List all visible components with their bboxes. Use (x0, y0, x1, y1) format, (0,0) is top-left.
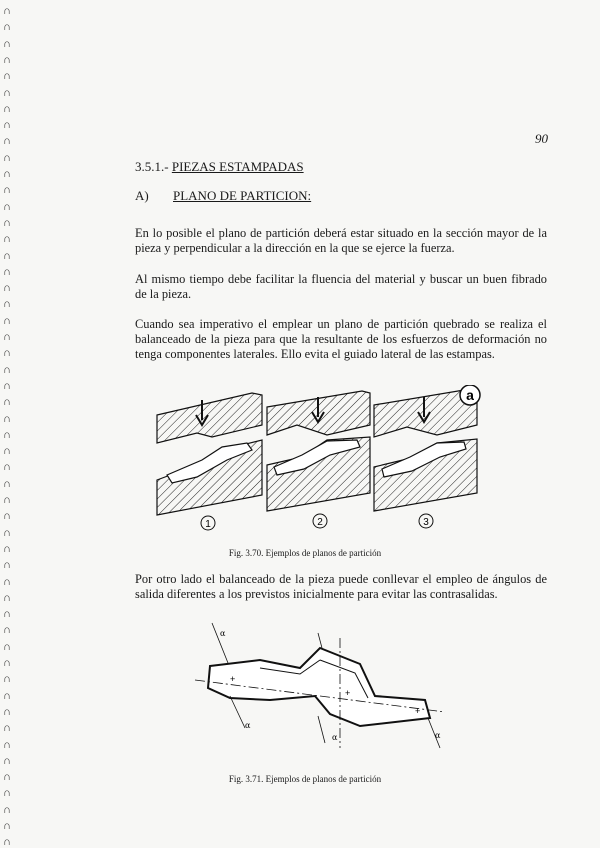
binding-hole-icon: ∩ (3, 526, 11, 539)
binding-hole-icon: ∩ (3, 102, 11, 115)
binding-hole-icon: ∩ (3, 5, 11, 17)
section-title: PIEZAS ESTAMPADAS (171, 159, 304, 174)
binding-hole-icon: ∩ (3, 200, 11, 213)
binding-hole-icon: ∩ (3, 591, 11, 604)
binding-hole-icon: ∩ (3, 738, 11, 751)
paragraph-4: Por otro lado el balanceado de la pieza puede conllevar el empleo de ángulos de salida diferentes a los previstos inicialmente para evitar las contrasalidas. (135, 572, 547, 601)
binding-hole-icon: ∩ (3, 705, 11, 718)
binding-hole-icon: ∩ (3, 53, 11, 66)
binding-hole-icon: ∩ (3, 282, 11, 295)
binding-hole-icon: ∩ (3, 379, 11, 392)
binding-hole-icon: ∩ (3, 820, 11, 832)
figure-badge: a (466, 387, 474, 403)
binding-hole-icon: ∩ (3, 37, 11, 50)
figure-label-3: 3 (423, 517, 429, 528)
section-number: 3.5.1.- (135, 159, 169, 174)
section-heading (135, 159, 304, 175)
binding-hole-icon: ∩ (3, 640, 11, 653)
binding-hole-icon: ∩ (3, 657, 11, 669)
svg-text:+: + (345, 688, 351, 698)
angle-label: α (332, 733, 338, 742)
binding-hole-icon: ∩ (3, 803, 11, 816)
binding-hole-icon: ∩ (3, 836, 11, 848)
binding-hole-icon: ∩ (3, 510, 11, 523)
binding-hole-icon: ∩ (3, 754, 11, 767)
binding-hole-icon: ∩ (3, 119, 11, 132)
binding-hole-icon: ∩ (3, 771, 11, 784)
binding-hole-icon: ∩ (3, 722, 11, 735)
binding-hole-icon: ∩ (3, 135, 11, 148)
binding-hole-icon: ∩ (3, 575, 11, 588)
binding-hole-icon: ∩ (3, 184, 11, 197)
figure1-caption: Fig. 3.70. Ejemplos de planos de partición (228, 548, 382, 558)
figure-label-1: 1 (205, 519, 211, 530)
svg-text:+: + (230, 674, 236, 684)
angle-label: α (435, 731, 441, 740)
page-number: 90 (535, 131, 548, 146)
paragraph-3: Cuando sea imperativo el emplear un plano de partición quebrado se realiza el balanceado de la pieza para que la resultante de los esfuerzos de deformación no tenga componentes laterales. Ello evita el guiado lateral de las estampas. (135, 317, 547, 361)
binding-hole-icon: ∩ (3, 608, 11, 621)
binding-hole-icon: ∩ (3, 494, 11, 506)
binding-hole-icon: ∩ (3, 216, 11, 229)
binding-holes (0, 0, 16, 848)
binding-hole-icon: ∩ (3, 70, 11, 83)
paragraph-1: En lo posible el plano de partición deberá estar situado en la sección mayor de la pieza y perpendicular a la dirección en la que se ejerce la fuerza. (135, 226, 547, 255)
angle-label: α (220, 629, 226, 638)
binding-hole-icon: ∩ (3, 331, 11, 343)
binding-hole-icon: ∩ (3, 396, 11, 409)
angle-label: α (245, 721, 251, 730)
binding-hole-icon: ∩ (3, 363, 11, 376)
binding-hole-icon: ∩ (3, 265, 11, 278)
binding-hole-icon: ∩ (3, 624, 11, 637)
paragraph-2: Al mismo tiempo debe facilitar la fluencia del material y buscar un buen fibrado de la pieza. (135, 272, 547, 301)
binding-hole-icon: ∩ (3, 151, 11, 164)
subsection-letter: A) (135, 188, 149, 203)
binding-hole-icon: ∩ (3, 412, 11, 425)
die-set-2 (267, 391, 370, 528)
binding-hole-icon: ∩ (3, 445, 11, 458)
binding-hole-icon: ∩ (3, 542, 11, 555)
binding-hole-icon: ∩ (3, 298, 11, 311)
binding-hole-icon: ∩ (3, 347, 11, 360)
subsection-title: PLANO DE PARTICION: (173, 188, 312, 203)
figure-balanced-part (190, 618, 450, 758)
binding-hole-icon: ∩ (3, 249, 11, 262)
binding-hole-icon: ∩ (3, 689, 11, 702)
binding-hole-icon: ∩ (3, 21, 11, 34)
die-set-1 (157, 393, 262, 530)
figure2-caption: Fig. 3.71. Ejemplos de planos de partición (228, 774, 382, 784)
binding-hole-icon: ∩ (3, 559, 11, 572)
figure-parting-planes (152, 385, 488, 537)
binding-hole-icon: ∩ (3, 428, 11, 441)
binding-hole-icon: ∩ (3, 168, 11, 180)
binding-hole-icon: ∩ (3, 673, 11, 686)
die-set-3 (374, 385, 480, 528)
binding-hole-icon: ∩ (3, 461, 11, 474)
binding-hole-icon: ∩ (3, 787, 11, 800)
binding-hole-icon: ∩ (3, 233, 11, 246)
figure-label-2: 2 (317, 517, 323, 528)
subsection-heading (135, 188, 311, 204)
binding-hole-icon: ∩ (3, 86, 11, 99)
binding-hole-icon: ∩ (3, 477, 11, 490)
svg-text:+: + (415, 706, 421, 716)
binding-hole-icon: ∩ (3, 314, 11, 327)
